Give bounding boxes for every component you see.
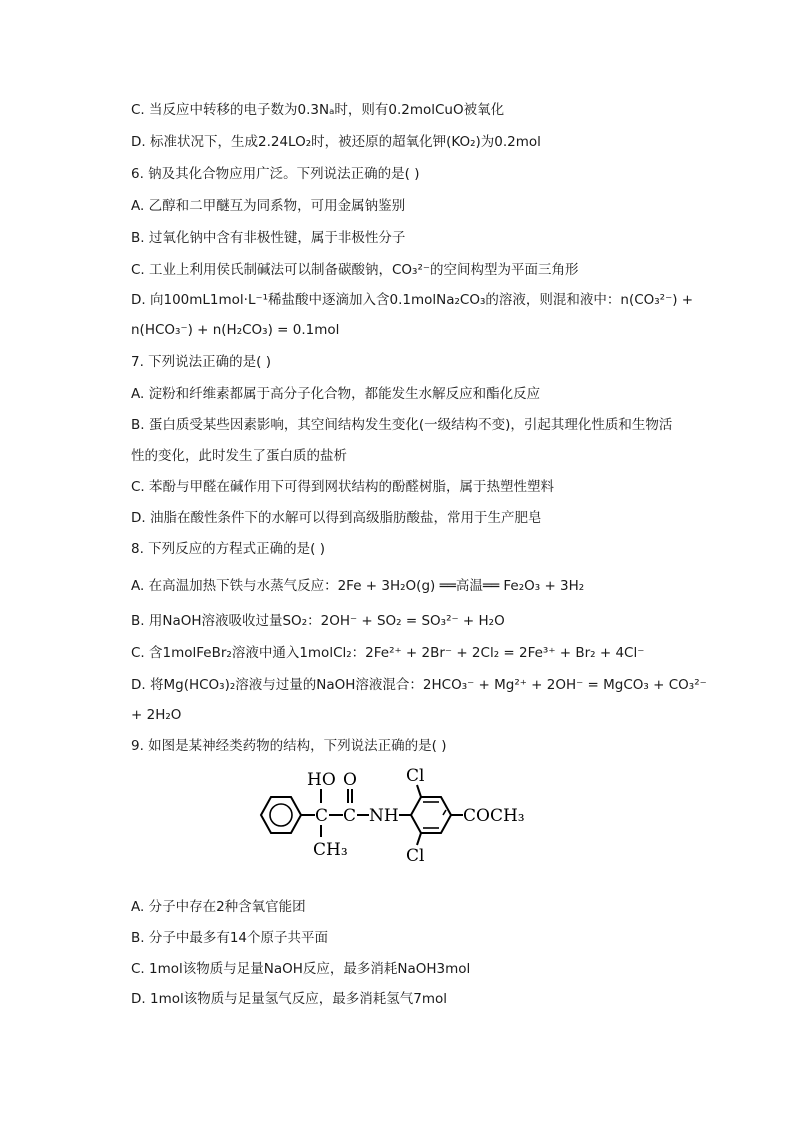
central-carbon-label: C — [315, 806, 329, 826]
q7-option-b-line2: 性的变化，此时发生了蛋白质的盐析 — [131, 448, 347, 464]
q7-option-d: D. 油脂在酸性条件下的水解可以得到高级脂肪酸盐，常用于生产肥皂 — [131, 510, 542, 526]
q6-option-d-line2: n(HCO₃⁻) + n(H₂CO₃) = 0.1mol — [131, 322, 340, 338]
hydroxyl-label: HO — [307, 770, 336, 790]
acetyl-label: COCH₃ — [463, 806, 525, 826]
q7-option-c: C. 苯酚与甲醛在碱作用下可得到网状结构的酚醛树脂，属于热塑性塑料 — [131, 479, 555, 495]
chlorine-bottom-label: Cl — [406, 846, 425, 865]
q7-option-a: A. 淀粉和纤维素都属于高分子化合物，都能发生水解反应和酯化反应 — [131, 386, 541, 402]
q9-option-c: C. 1mol该物质与足量NaOH反应，最多消耗NaOH3mol — [131, 961, 471, 977]
q5-option-d: D. 标准状况下，生成2.24LO₂时，被还原的超氧化钾(KO₂)为0.2mol — [131, 134, 541, 150]
carbonyl-carbon-label: C — [343, 806, 357, 826]
question-7-stem: 7. 下列说法正确的是( ) — [131, 354, 271, 370]
q6-option-c: C. 工业上利用侯氏制碱法可以制备碳酸钠，CO₃²⁻的空间构型为平面三角形 — [131, 262, 579, 278]
q6-option-a: A. 乙醇和二甲醚互为同系物，可用金属钠鉴别 — [131, 198, 406, 214]
q7-option-b-line1: B. 蛋白质受某些因素影响，其空间结构发生变化(一级结构不变)，引起其理化性质和生物活 — [131, 417, 673, 433]
q8-option-c: C. 含1molFeBr₂溶液中通入1molCl₂：2Fe²⁺ + 2Br⁻ + 2Cl₂ = 2Fe³⁺ + Br₂ + 4Cl⁻ — [131, 645, 645, 661]
q8-option-d-line2: + 2H₂O — [131, 707, 182, 723]
question-8-stem: 8. 下列反应的方程式正确的是( ) — [131, 541, 325, 557]
q9-option-a: A. 分子中存在2种含氧官能团 — [131, 899, 306, 915]
molecule-structure-diagram — [251, 765, 551, 865]
q6-option-d-line1: D. 向100mL1mol·L⁻¹稀盐酸中逐滴加入含0.1molNa₂CO₃的溶液，则混和液中：n(CO₃²⁻) + — [131, 292, 694, 308]
question-6-stem: 6. 钠及其化合物应用广泛。下列说法正确的是( ) — [131, 166, 420, 182]
methyl-label: CH₃ — [313, 840, 348, 860]
q8-option-a: A. 在高温加热下铁与水蒸气反应：2Fe + 3H₂O(g) ══高温══ Fe₂O₃ + 3H₂ — [131, 578, 585, 594]
q9-option-d: D. 1mol该物质与足量氢气反应，最多消耗氢气7mol — [131, 991, 447, 1007]
q5-option-c: C. 当反应中转移的电子数为0.3Nₐ时，则有0.2molCuO被氧化 — [131, 102, 505, 118]
amide-nh-label: NH — [369, 806, 399, 826]
question-9-stem: 9. 如图是某神经类药物的结构，下列说法正确的是( ) — [131, 738, 447, 754]
carbonyl-oxygen-label: O — [343, 770, 357, 790]
q8-option-d-line1: D. 将Mg(HCO₃)₂溶液与过量的NaOH溶液混合：2HCO₃⁻ + Mg²⁺ + 2OH⁻ = MgCO₃ + CO₃²⁻ — [131, 677, 707, 693]
chlorine-top-label: Cl — [406, 766, 425, 786]
q6-option-b: B. 过氧化钠中含有非极性键，属于非极性分子 — [131, 230, 406, 246]
q9-option-b: B. 分子中最多有14个原子共平面 — [131, 930, 329, 946]
q8-option-b: B. 用NaOH溶液吸收过量SO₂：2OH⁻ + SO₂ = SO₃²⁻ + H₂O — [131, 613, 505, 629]
